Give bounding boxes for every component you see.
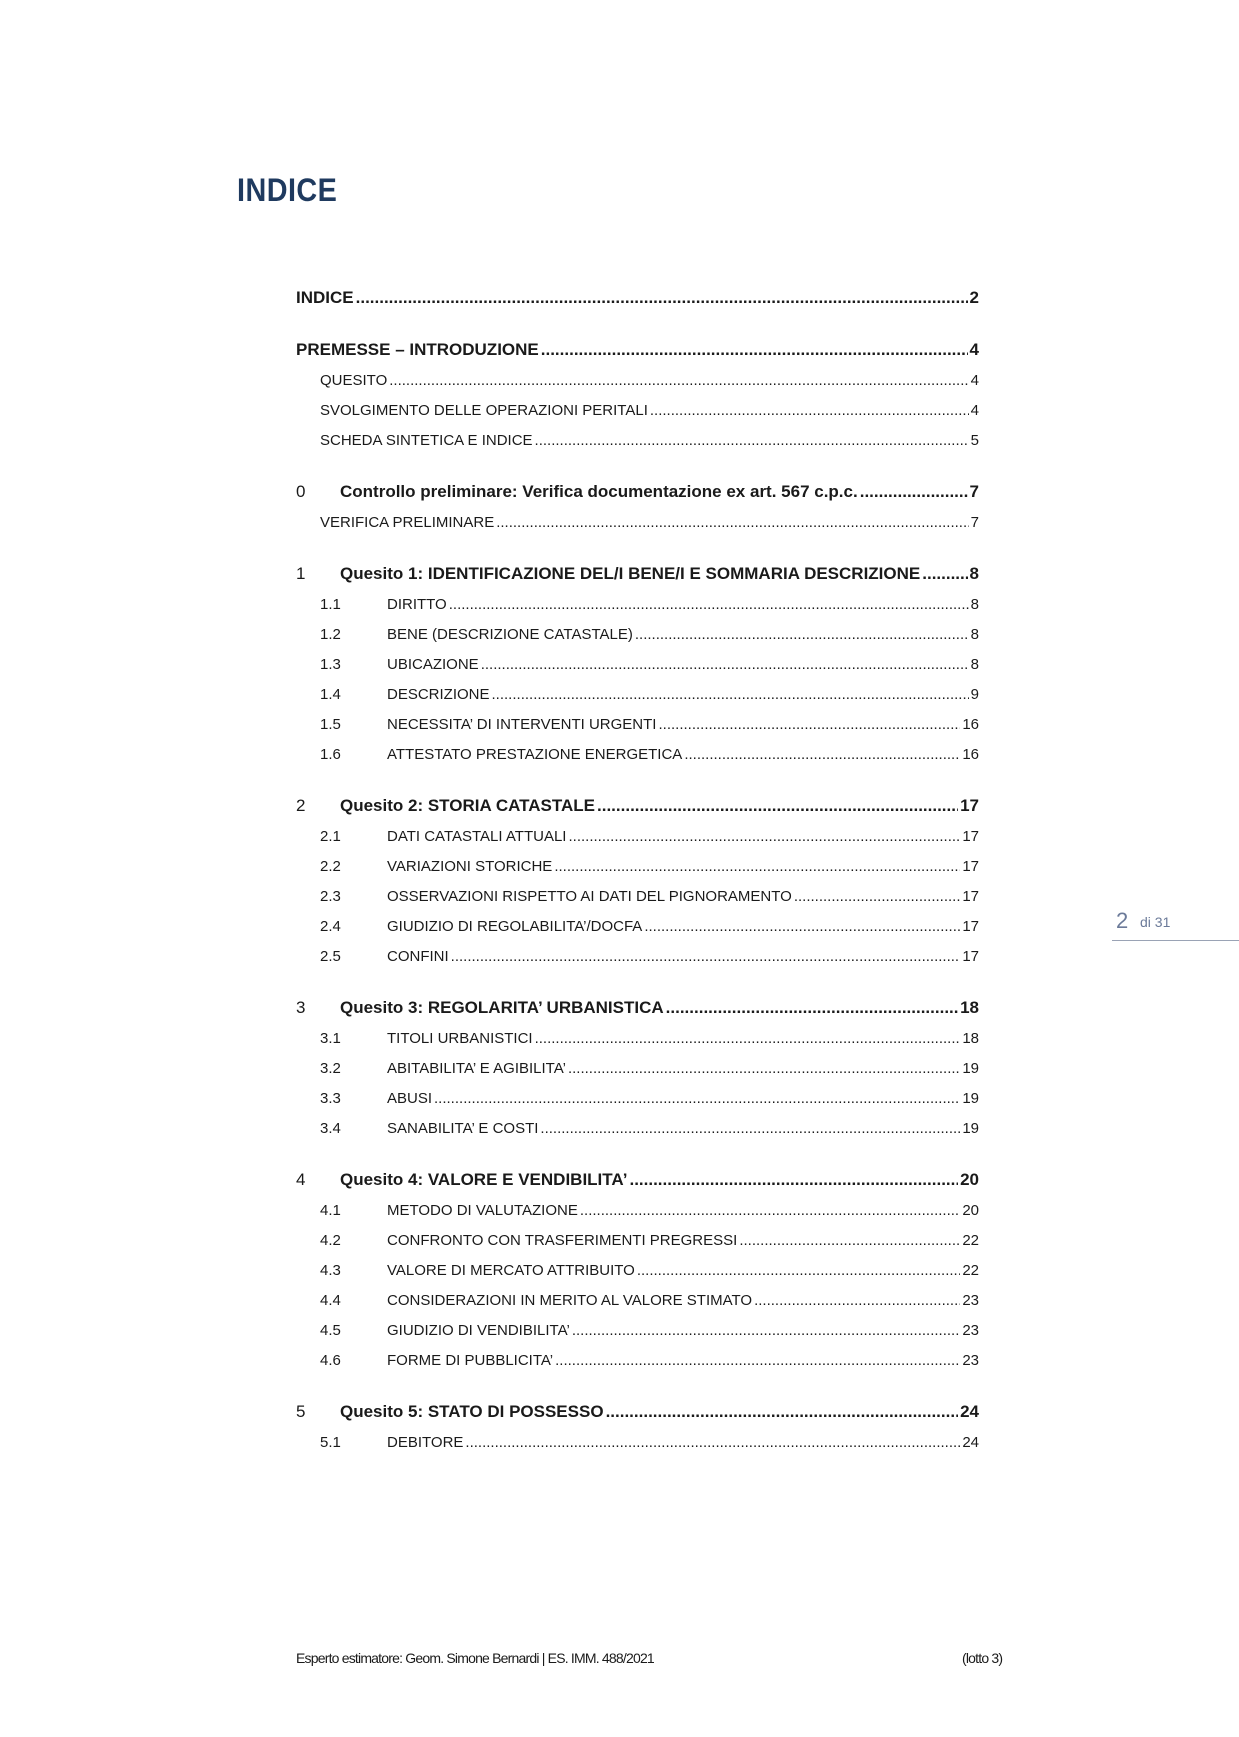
toc-entry-page: 7 [970, 514, 979, 531]
toc-leader-dots [650, 402, 969, 419]
toc-entry-number: 2.1 [320, 828, 341, 845]
footer-lot: (lotto 3) [962, 1650, 1003, 1666]
toc-entry[interactable] [296, 564, 979, 584]
footer-author: Esperto estimatore: Geom. Simone Bernardi | ES. IMM. 488/2021 [296, 1650, 654, 1666]
toc-leader-dots [629, 1170, 958, 1190]
toc-entry-title: FORME DI PUBBLICITA’ [387, 1352, 554, 1369]
toc-entry-title: GIUDIZIO DI VENDIBILITA’ [387, 1322, 570, 1339]
toc-entry-number: 5 [296, 1402, 306, 1421]
toc-entry-number: 2.3 [320, 888, 341, 905]
toc-entry-title: NECESSITA’ DI INTERVENTI URGENTI [387, 716, 657, 733]
toc-entry-page: 4 [970, 402, 979, 419]
toc-entry[interactable] [296, 402, 979, 419]
toc-entry-number: 4.3 [320, 1262, 341, 1279]
toc-entry-title: Quesito 5: STATO DI POSSESSO [340, 1402, 604, 1421]
toc-entry[interactable] [296, 918, 979, 935]
toc-entry-page: 22 [962, 1262, 979, 1279]
toc-entry[interactable] [296, 686, 979, 703]
toc-entry-page: 8 [969, 564, 979, 583]
toc-entry-title: Quesito 1: IDENTIFICAZIONE DEL/I BENE/I E SOMMARIA DESCRIZIONE [340, 564, 921, 583]
toc-entry-title: SCHEDA SINTETICA E INDICE [320, 432, 533, 449]
toc-entry-page: 17 [962, 888, 979, 905]
toc-entry-title: VALORE DI MERCATO ATTRIBUITO [387, 1262, 635, 1279]
toc-entry-page: 17 [962, 948, 979, 965]
toc-entry-page: 17 [960, 796, 979, 815]
toc-entry-page: 8 [970, 626, 979, 643]
toc-entry-number: 4 [296, 1170, 306, 1189]
toc-leader-dots [496, 514, 968, 531]
toc-leader-dots [572, 1322, 961, 1339]
toc-entry-number: 1.4 [320, 686, 341, 703]
toc-leader-dots [568, 828, 960, 845]
toc-leader-dots [580, 1202, 960, 1219]
toc-entry[interactable] [296, 1434, 979, 1451]
toc-entry-page: 5 [970, 432, 979, 449]
toc-entry-title: SANABILITA’ E COSTI [387, 1120, 539, 1137]
toc-entry[interactable] [296, 432, 979, 449]
toc-entry-page: 17 [962, 858, 979, 875]
toc-entry[interactable] [296, 1120, 979, 1137]
toc-entry-title: VERIFICA PRELIMINARE [320, 514, 495, 531]
toc-entry[interactable] [296, 514, 979, 531]
toc-leader-dots [644, 918, 960, 935]
toc-entry-title: DATI CATASTALI ATTUALI [387, 828, 567, 845]
toc-entry-title: CONFINI [387, 948, 449, 965]
toc-leader-dots [794, 888, 961, 905]
toc-leader-dots [535, 1030, 961, 1047]
toc-entry-page: 23 [962, 1352, 979, 1369]
toc-entry-title: CONFRONTO CON TRASFERIMENTI PREGRESSI [387, 1232, 738, 1249]
toc-leader-dots [540, 1120, 960, 1137]
toc-entry-page: 20 [962, 1202, 979, 1219]
toc-entry-title: CONSIDERAZIONI IN MERITO AL VALORE STIMATO [387, 1292, 753, 1309]
toc-entry-title: GIUDIZIO DI REGOLABILITA’/DOCFA [387, 918, 643, 935]
toc-entry-page: 20 [960, 1170, 979, 1189]
toc-entry-number: 1.3 [320, 656, 341, 673]
toc-entry-page: 2 [969, 288, 979, 307]
toc-entry-number: 2 [296, 796, 306, 815]
toc-leader-dots [555, 1352, 960, 1369]
toc-entry[interactable] [296, 1352, 979, 1369]
toc-entry-title: SVOLGIMENTO DELLE OPERAZIONI PERITALI [320, 402, 648, 419]
toc-entry-page: 24 [960, 1402, 979, 1421]
toc-entry[interactable] [296, 1232, 979, 1249]
toc-entry-number: 1.5 [320, 716, 341, 733]
toc-leader-dots [666, 998, 958, 1018]
toc-entry-number: 0 [296, 482, 306, 501]
toc-leader-dots [658, 716, 960, 733]
toc-leader-dots [492, 686, 969, 703]
toc-entry-title: OSSERVAZIONI RISPETTO AI DATI DEL PIGNORAMENTO [387, 888, 792, 905]
toc-entry[interactable] [296, 746, 979, 763]
toc-entry-title: TITOLI URBANISTICI [387, 1030, 533, 1047]
toc-entry[interactable] [296, 828, 979, 845]
toc-entry-page: 4 [970, 372, 979, 389]
toc-entry-title: VARIAZIONI STORICHE [387, 858, 553, 875]
toc-entry-page: 17 [962, 828, 979, 845]
toc-entry-page: 4 [969, 340, 979, 359]
toc-entry-page: 16 [962, 746, 979, 763]
toc-entry-number: 3 [296, 998, 306, 1017]
toc-leader-dots [451, 948, 961, 965]
toc-entry[interactable] [296, 596, 979, 613]
toc-entry-number: 1 [296, 564, 306, 583]
toc-entry-number: 3.4 [320, 1120, 341, 1137]
toc-entry-title: METODO DI VALUTAZIONE [387, 1202, 578, 1219]
side-page-of: di 31 [1140, 914, 1171, 930]
toc-entry-title: DIRITTO [387, 596, 447, 613]
toc-leader-dots [449, 596, 969, 613]
toc-entry[interactable] [296, 288, 979, 308]
toc-leader-dots [739, 1232, 960, 1249]
toc-entry-title: QUESITO [320, 372, 388, 389]
toc-entry-page: 18 [962, 1030, 979, 1047]
toc-entry[interactable] [296, 1170, 979, 1190]
toc-leader-dots [635, 626, 969, 643]
side-page-number: 2 [1116, 908, 1129, 933]
toc-entry-number: 3.3 [320, 1090, 341, 1107]
toc-entry-number: 2.4 [320, 918, 341, 935]
toc-entry[interactable] [296, 1402, 979, 1422]
side-page-rule [1112, 940, 1239, 941]
page-title: INDICE [237, 172, 338, 208]
toc-leader-dots [541, 340, 968, 360]
toc-leader-dots [684, 746, 960, 763]
toc-entry[interactable] [296, 1292, 979, 1309]
toc-entry[interactable] [296, 796, 979, 816]
toc-entry[interactable] [296, 1202, 979, 1219]
toc-entry-title: ABUSI [387, 1090, 433, 1107]
toc-leader-dots [597, 796, 958, 816]
toc-entry-title: Quesito 3: REGOLARITA’ URBANISTICA [340, 998, 664, 1017]
toc-entry-title: INDICE [296, 288, 354, 307]
toc-entry-number: 2.2 [320, 858, 341, 875]
toc-entry[interactable] [296, 858, 979, 875]
toc-entry-title: ABITABILITA’ E AGIBILITA’ [387, 1060, 566, 1077]
toc-entry-page: 19 [962, 1060, 979, 1077]
toc-entry-number: 3.1 [320, 1030, 341, 1047]
toc-leader-dots [389, 372, 968, 389]
toc-entry-page: 7 [969, 482, 979, 501]
toc-entry[interactable] [296, 1262, 979, 1279]
toc-entry-page: 23 [962, 1292, 979, 1309]
toc-entry-title: DEBITORE [387, 1434, 464, 1451]
toc-entry-title: BENE (DESCRIZIONE CATASTALE) [387, 626, 633, 643]
toc-entry-title: UBICAZIONE [387, 656, 479, 673]
toc-entry-page: 8 [970, 596, 979, 613]
toc-entry-title: Quesito 2: STORIA CATASTALE [340, 796, 596, 815]
toc-entry-number: 1.6 [320, 746, 341, 763]
toc-entry-page: 22 [962, 1232, 979, 1249]
toc-entry[interactable] [296, 1322, 979, 1339]
toc-entry-number: 3.2 [320, 1060, 341, 1077]
toc-entry-number: 4.6 [320, 1352, 341, 1369]
toc-entry[interactable] [296, 888, 979, 905]
toc-entry-page: 9 [970, 686, 979, 703]
toc-entry-number: 4.2 [320, 1232, 341, 1249]
toc-entry-page: 16 [962, 716, 979, 733]
toc-entry[interactable] [296, 656, 979, 673]
toc-entry[interactable] [296, 716, 979, 733]
toc-entry-page: 8 [970, 656, 979, 673]
toc-leader-dots [860, 482, 968, 502]
toc-leader-dots [637, 1262, 960, 1279]
toc-entry-number: 2.5 [320, 948, 341, 965]
toc-entry-page: 19 [962, 1120, 979, 1137]
toc-leader-dots [465, 1434, 960, 1451]
toc-entry[interactable] [296, 1090, 979, 1107]
toc-leader-dots [356, 288, 968, 308]
toc-entry-number: 5.1 [320, 1434, 341, 1451]
toc-entry[interactable] [296, 1030, 979, 1047]
toc-entry[interactable] [296, 998, 979, 1018]
toc-entry-page: 23 [962, 1322, 979, 1339]
toc-leader-dots [922, 564, 967, 584]
toc-leader-dots [535, 432, 969, 449]
toc-entry-title: PREMESSE – INTRODUZIONE [296, 340, 539, 359]
toc-entry-number: 4.1 [320, 1202, 341, 1219]
toc-entry-page: 17 [962, 918, 979, 935]
toc-entry-number: 4.4 [320, 1292, 341, 1309]
toc-leader-dots [434, 1090, 960, 1107]
toc-leader-dots [568, 1060, 960, 1077]
toc-leader-dots [481, 656, 969, 673]
toc-leader-dots [554, 858, 960, 875]
toc-entry[interactable] [296, 1060, 979, 1077]
toc-entry[interactable] [296, 626, 979, 643]
toc-entry-title: Quesito 4: VALORE E VENDIBILITA’ [340, 1170, 628, 1189]
toc-entry-title: Controllo preliminare: Verifica documentazione ex art. 567 c.p.c. [340, 482, 858, 501]
toc-entry[interactable] [296, 340, 979, 360]
toc-entry-title: DESCRIZIONE [387, 686, 490, 703]
toc-entry[interactable] [296, 482, 979, 502]
toc-entry-number: 1.1 [320, 596, 341, 613]
toc-entry-page: 24 [962, 1434, 979, 1451]
toc-leader-dots [606, 1402, 959, 1422]
toc-entry-page: 19 [962, 1090, 979, 1107]
toc-leader-dots [754, 1292, 960, 1309]
toc-entry-number: 1.2 [320, 626, 341, 643]
toc-entry-page: 18 [960, 998, 979, 1017]
toc-entry-number: 4.5 [320, 1322, 341, 1339]
toc-entry[interactable] [296, 372, 979, 389]
toc-entry-title: ATTESTATO PRESTAZIONE ENERGETICA [387, 746, 683, 763]
toc-entry[interactable] [296, 948, 979, 965]
